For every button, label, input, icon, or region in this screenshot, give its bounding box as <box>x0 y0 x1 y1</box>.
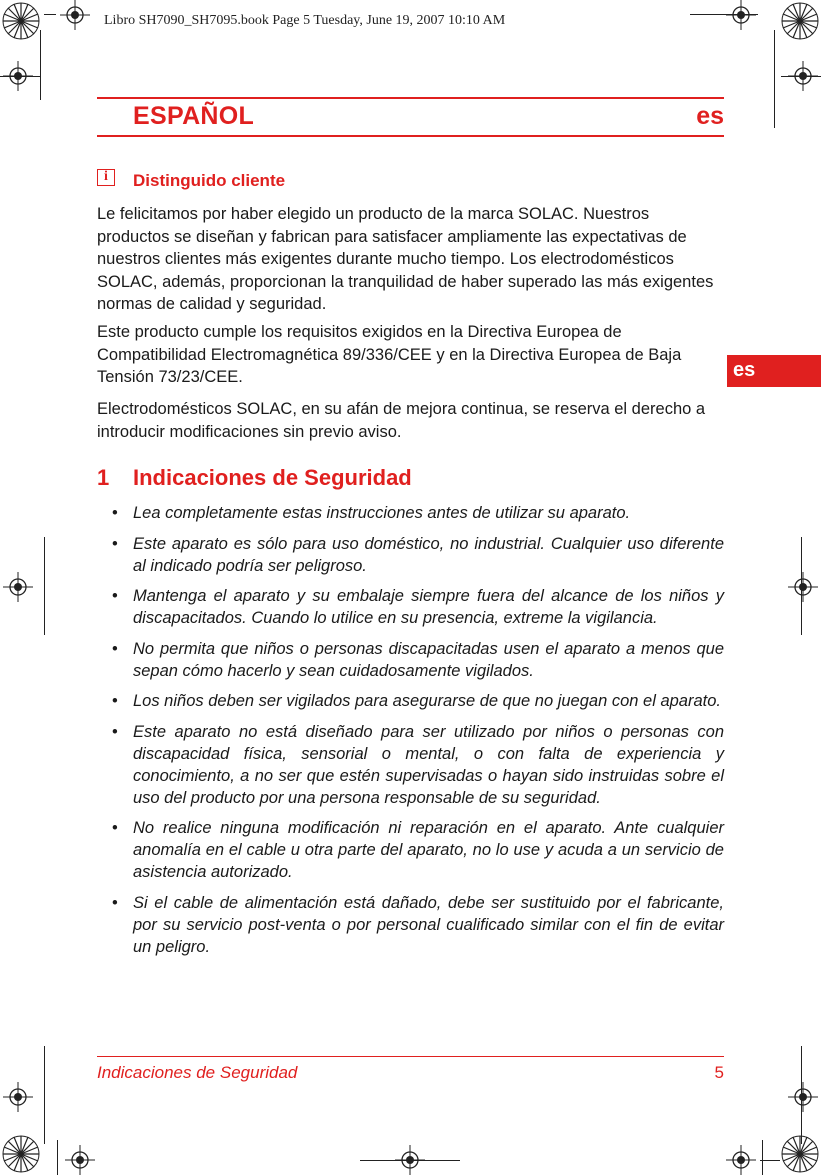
registration-star-icon <box>779 0 821 42</box>
crosshair-icon <box>788 1082 818 1112</box>
list-item <box>97 638 724 682</box>
safety-list <box>97 502 724 966</box>
bullet-marker: • <box>112 504 118 522</box>
trim-line <box>760 1160 780 1161</box>
list-item-text: Mantenga el aparato y su embalaje siempre fuera del alcance de los niños y discapacitados. Cuando lo utilice en su presencia, extreme la vigilancia. <box>133 587 724 627</box>
list-item <box>97 585 724 629</box>
footer-rule <box>97 1056 724 1057</box>
header-bottom-rule <box>97 135 724 137</box>
list-item <box>97 817 724 883</box>
intro-paragraph: Este producto cumple los requisitos exigidos en la Directiva Europea de Compatibilidad Electromagnética 89/336/CEE y en la Directiva Europea de Baja Tensión 73/23/CEE. <box>97 323 682 386</box>
trim-line <box>44 537 45 635</box>
trim-line <box>44 1046 45 1144</box>
trim-line <box>801 537 802 635</box>
list-item-text: No realice ninguna modificación ni reparación en el aparato. Ante cualquier anomalía en el cable u otra parte del aparato, no lo use y acuda a un servicio de asistencia autorizado. <box>133 819 724 881</box>
bullet-marker: • <box>112 692 118 710</box>
footer-section-title: Indicaciones de Seguridad <box>97 1063 298 1082</box>
trim-line <box>44 14 56 15</box>
list-item <box>97 721 724 809</box>
bullet-marker: • <box>112 534 118 553</box>
trim-line <box>0 76 40 77</box>
list-item-text: Este aparato no está diseñado para ser utilizado por niños o personas con discapacidad física, sensorial o mental, o con falta de experiencia y conocimiento, a no ser que estén supervisadas o hayan sido instruidas sobre el uso del producto por una persona responsable de su seguridad. <box>133 722 724 807</box>
print-header: Libro SH7090_SH7095.book Page 5 Tuesday, June 19, 2007 10:10 AM <box>104 13 506 28</box>
trim-line <box>801 1046 802 1144</box>
section-heading <box>97 465 412 491</box>
bullet-marker: • <box>112 819 118 837</box>
page-number: 5 <box>714 1063 724 1082</box>
list-item <box>97 892 724 958</box>
list-item <box>97 690 724 712</box>
crosshair-icon <box>726 0 756 30</box>
trim-line <box>774 30 775 128</box>
header-top-rule <box>97 97 724 99</box>
language-code: es <box>696 102 724 130</box>
bullet-marker: • <box>112 639 118 658</box>
intro-paragraph: Electrodomésticos SOLAC, en su afán de mejora continua, se reserva el derecho a introducir modificaciones sin previo aviso. <box>97 400 706 441</box>
list-item <box>97 533 724 577</box>
crosshair-icon <box>65 1145 95 1175</box>
list-item-text: Si el cable de alimentación está dañado, debe ser sustituido por el fabricante, por su servicio post-venta o por personal cualificado similar con el fin de evitar un peligro. <box>133 893 724 956</box>
bullet-marker: • <box>112 587 118 605</box>
crosshair-icon <box>60 0 90 30</box>
trim-line <box>40 30 41 100</box>
trim-line <box>360 1160 460 1161</box>
list-item-text: Los niños deben ser vigilados para asegurarse de que no juegan con el aparato. <box>133 692 721 710</box>
bullet-marker: • <box>112 893 118 912</box>
section-title: Indicaciones de Seguridad <box>133 465 412 490</box>
list-item <box>97 502 724 524</box>
trim-line <box>57 1140 58 1175</box>
info-icon: i <box>97 169 115 186</box>
registration-star-icon <box>0 0 42 42</box>
crosshair-icon <box>3 1082 33 1112</box>
section-number: 1 <box>97 465 110 490</box>
page-title: ESPAÑOL <box>133 102 255 130</box>
list-item-text: Este aparato es sólo para uso doméstico, no industrial. Cualquier uso diferente al indicado podría ser peligroso. <box>133 534 724 575</box>
list-item-text: No permita que niños o personas discapacitadas usen el aparato a menos que sepan cómo hacerlo y sean cuidadosamente vigilados. <box>133 639 724 680</box>
registration-star-icon <box>779 1133 821 1175</box>
bullet-marker: • <box>112 722 118 741</box>
trim-line <box>781 76 821 77</box>
trim-line <box>690 14 758 15</box>
crosshair-icon <box>726 1145 756 1175</box>
crosshair-icon <box>788 572 818 602</box>
crosshair-icon <box>3 572 33 602</box>
list-item-text: Lea completamente estas instrucciones antes de utilizar su aparato. <box>133 504 631 522</box>
language-side-tab: es <box>727 355 821 387</box>
intro-heading: Distinguido cliente <box>133 171 286 190</box>
registration-star-icon <box>0 1133 42 1175</box>
trim-line <box>762 1140 763 1175</box>
intro-paragraph: Le felicitamos por haber elegido un producto de la marca SOLAC. Nuestros productos se diseñan y fabrican para satisfacer ampliamente las expectativas de nuestros clientes más exigentes durante mucho tiempo. Los electrodomésticos SOLAC, además, proporcionan la tranquilidad de haber superado las más exigentes normas de calidad y seguridad. <box>97 205 714 313</box>
